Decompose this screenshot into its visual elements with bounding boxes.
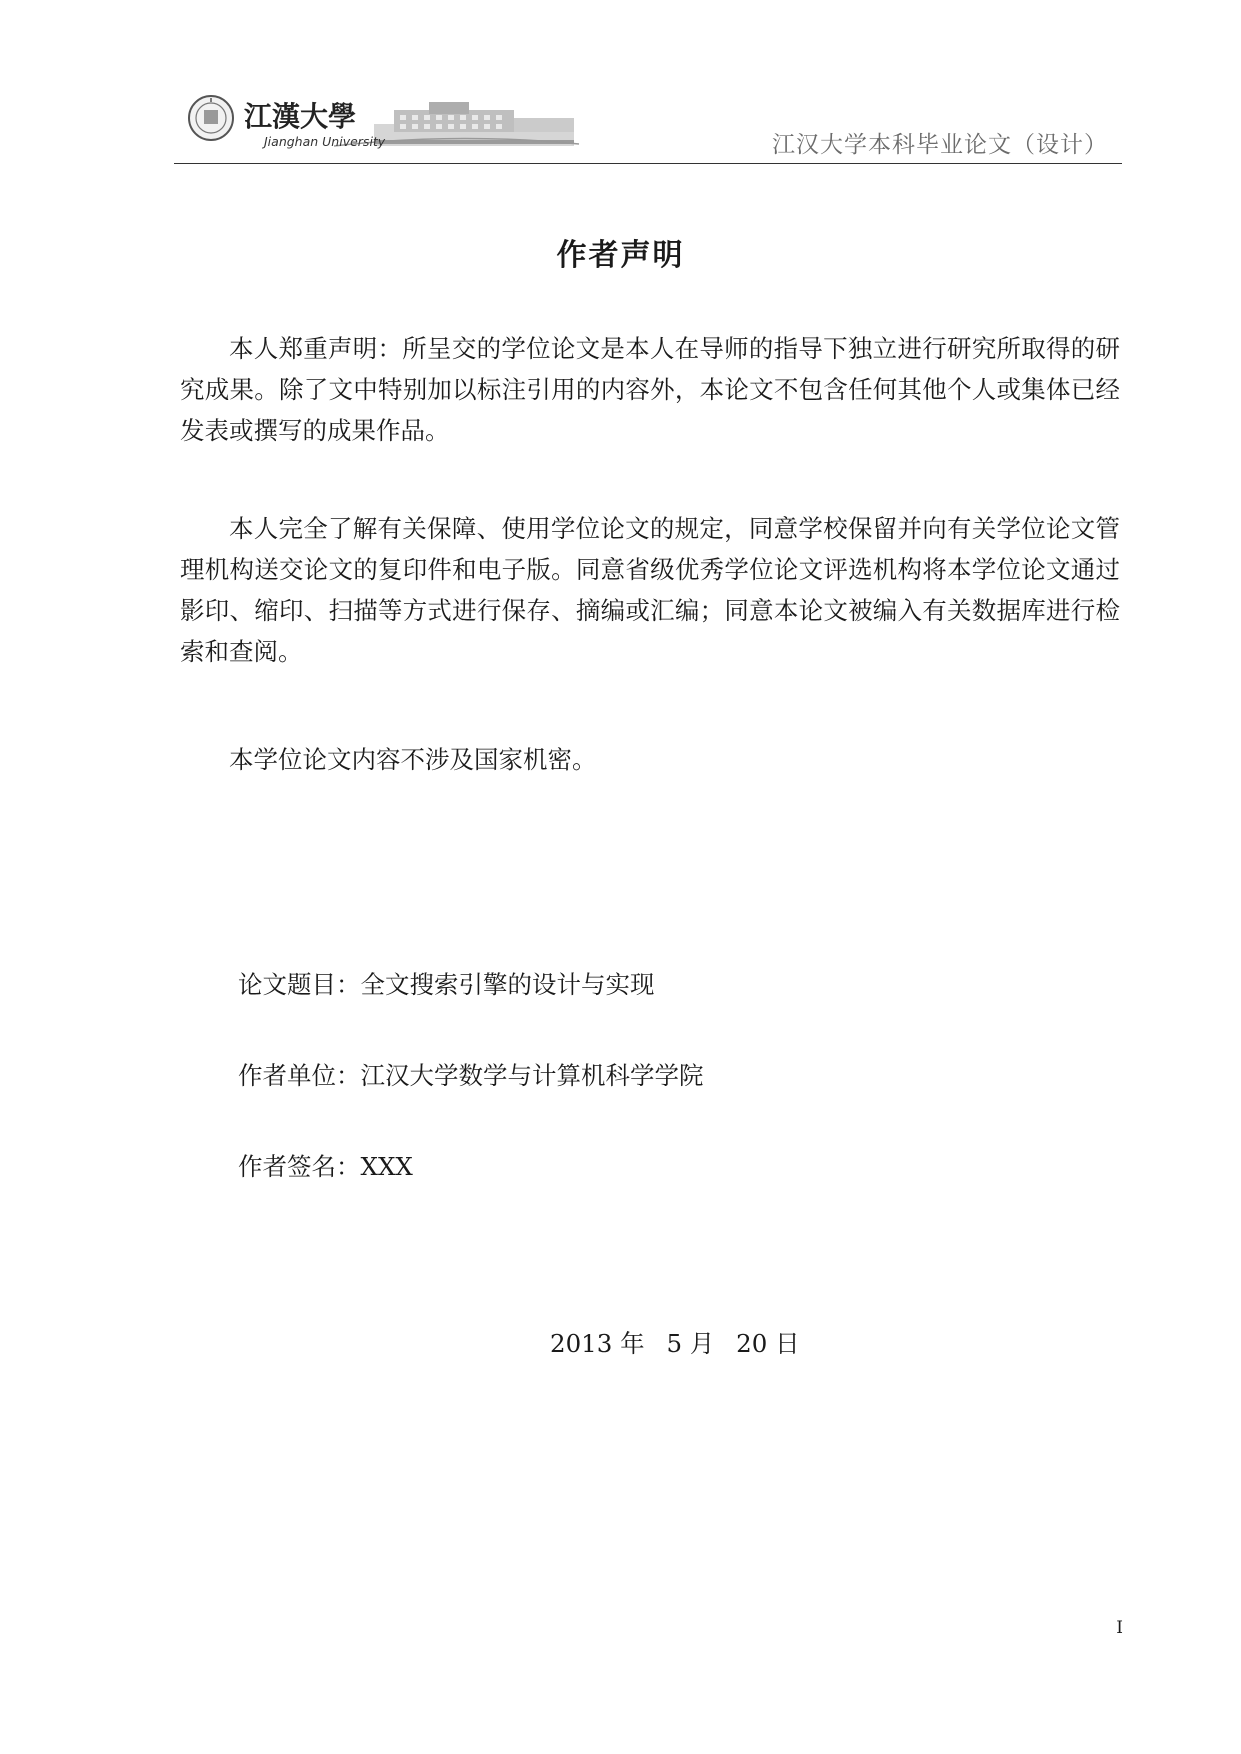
logo-name-en: Jianghan University [264,134,386,149]
declaration-paragraph-2: 本人完全了解有关保障、使用学位论文的规定，同意学校保留并向有关学位论文管理机构送交论文的复印件和电子版。同意省级优秀学位论文评选机构将本学位论文通过影印、缩印、扫描等方式进行保存、摘编或汇编；同意本论文被编入有关数据库进行检索和查阅。 [180,514,1120,666]
date-month-unit: 月 [689,1329,715,1358]
thesis-title-line: 论文题目：全文搜索引擎的设计与实现 [238,970,655,999]
declaration-paragraph-1: 本人郑重声明：所呈交的学位论文是本人在导师的指导下独立进行研究所取得的研究成果。除了文中特别加以标注引用的内容外，本论文不包含任何其他个人或集体已经发表或撰写的成果作品。 [180,334,1120,445]
university-seal-icon [189,96,233,140]
declaration-date [550,1325,800,1360]
date-year-unit: 年 [620,1329,645,1358]
header-title: 江汉大学本科毕业论文（设计） [772,132,1108,158]
university-logo [184,88,584,158]
header-divider [174,163,1122,164]
date-day: 20 [736,1329,768,1358]
declaration-paragraph-3: 本学位论文内容不涉及国家机密。 [229,745,597,774]
author-signature-line: 作者签名：XXX [238,1152,413,1181]
page-title: 作者声明 [556,238,685,273]
date-month: 5 [666,1329,683,1358]
author-unit-line: 作者单位：江汉大学数学与计算机科学学院 [238,1061,704,1090]
page-header [174,78,1122,164]
logo-name-cn: 江漢大學 [244,100,357,133]
date-day-unit: 日 [775,1329,800,1358]
date-year: 2013 [550,1329,613,1358]
page-number: I [1116,1618,1123,1638]
